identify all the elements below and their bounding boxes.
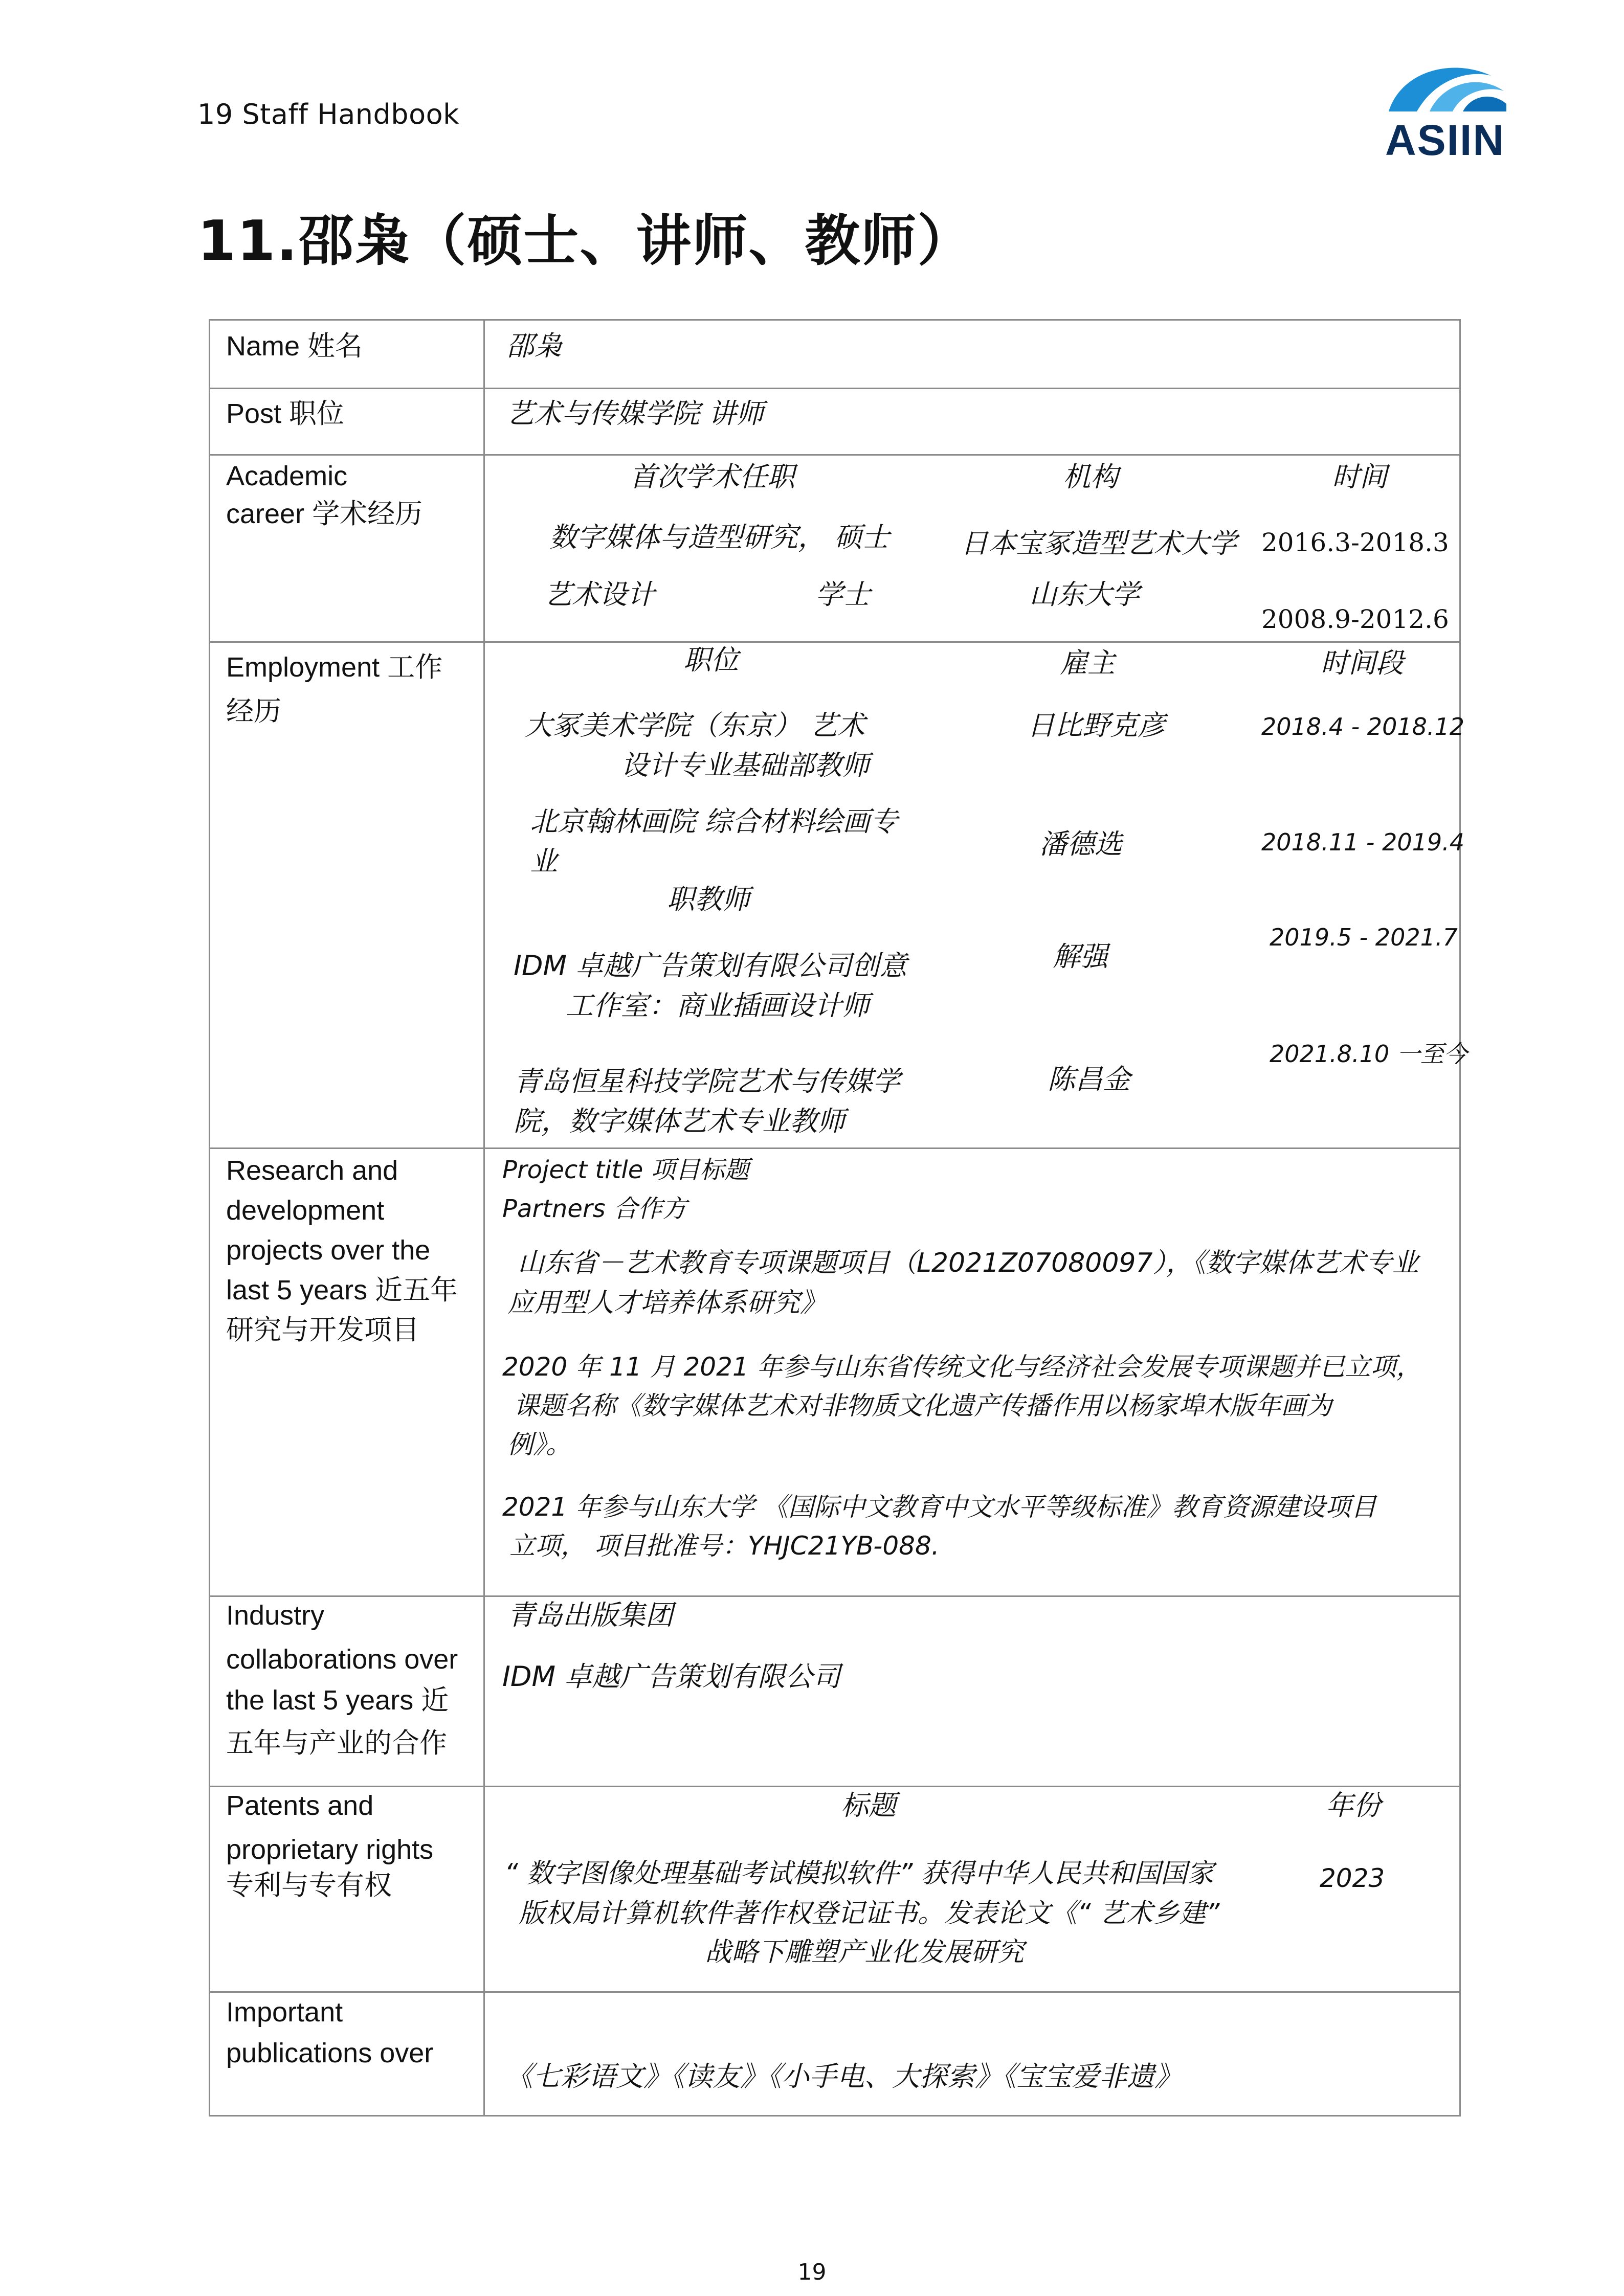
academic-col-time: 时间	[1332, 461, 1387, 493]
industry-label-line: Industry	[226, 1600, 325, 1631]
name-value: 邵枭	[506, 330, 562, 362]
employment-period: 2021.8.10 一至今	[1270, 1040, 1467, 1068]
research-label-line: Research and	[226, 1155, 398, 1186]
partners-label: Partners 合作方	[502, 1195, 687, 1223]
patent-year: 2023	[1320, 1863, 1385, 1893]
industry-label-line: collaborations over	[226, 1644, 458, 1675]
employment-col-employer: 雇主	[1060, 647, 1115, 679]
patents-col-title: 标题	[841, 1789, 896, 1821]
research-label-line: development	[226, 1195, 385, 1226]
header-title: 19 Staff Handbook	[197, 98, 459, 130]
employment-position-line: IDM 卓越广告策划有限公司创意	[514, 950, 907, 982]
academic-label-line1: Academic	[226, 461, 348, 491]
research-label-line: 研究与开发项目	[226, 1315, 419, 1345]
logo-wave-icon	[1381, 55, 1509, 122]
name-label: Name 姓名	[226, 331, 363, 362]
employment-position-line: 北京翰林画院 综合材料绘画专	[530, 805, 898, 838]
employment-label-line1: Employment 工作	[226, 652, 443, 683]
employment-period: 2018.11 - 2019.4	[1261, 828, 1465, 856]
page-number: 19	[797, 2259, 827, 2285]
academic-label-line2: career 学术经历	[226, 499, 423, 529]
staff-info-table	[209, 319, 1467, 2117]
employment-employer: 潘德选	[1039, 828, 1122, 860]
employment-position-line: 设计专业基础部教师	[621, 749, 870, 781]
research-label-line: projects over the	[226, 1235, 431, 1266]
post-value: 艺术与传媒学院 讲师	[506, 397, 764, 430]
patents-label-line: 专利与专有权	[226, 1870, 392, 1901]
research-item-line: 立项， 项目批准号：YHJC21YB-088.	[509, 1531, 940, 1561]
research-item-line: 例》。	[507, 1430, 571, 1459]
industry-item: IDM 卓越广告策划有限公司	[502, 1660, 841, 1693]
project-title-label: Project title 项目标题	[502, 1156, 749, 1184]
industry-label-line: the last 5 years 近	[226, 1685, 449, 1716]
employment-position-line: 院，数字媒体艺术专业教师	[514, 1105, 845, 1137]
industry-label-line: 五年与产业的合作	[226, 1728, 447, 1759]
patent-text-line: 版权局计算机软件著作权登记证书。发表论文《“ 艺术乡建”	[519, 1898, 1220, 1929]
patent-text-line: 战略下雕塑产业化发展研究	[705, 1937, 1025, 1968]
asiin-logo	[1381, 55, 1509, 164]
employment-position-line: 业	[530, 845, 558, 877]
academic-entry-degree: 学士	[815, 578, 871, 611]
employment-period: 2018.4 - 2018.12	[1261, 713, 1465, 740]
research-item-line: 山东省－艺术教育专项课题项目（L2021Z07080097），《数字媒体艺术专业	[518, 1248, 1419, 1278]
academic-entry-title: 数字媒体与造型研究， 硕士	[549, 521, 890, 553]
employment-period: 2019.5 - 2021.7	[1270, 924, 1458, 951]
academic-entry-time: 2016.3-2018.3	[1261, 528, 1449, 557]
post-label: Post 职位	[226, 398, 345, 429]
employment-position-line: 青岛恒星科技学院艺术与传媒学	[514, 1065, 900, 1097]
patents-col-year: 年份	[1326, 1789, 1381, 1821]
academic-entry-title: 艺术设计	[544, 578, 655, 611]
employment-employer: 解强	[1053, 940, 1108, 973]
employment-employer: 日比野克彦	[1027, 709, 1165, 741]
employment-col-position: 职位	[683, 644, 739, 676]
academic-col-institution: 机构	[1063, 461, 1118, 493]
logo-text: ASIIN	[1385, 116, 1505, 164]
research-label-line: last 5 years 近五年	[226, 1275, 458, 1305]
research-item-line: 应用型人才培养体系研究》	[507, 1288, 827, 1318]
academic-entry-institution: 山东大学	[1029, 578, 1140, 611]
patents-label-line: proprietary rights	[226, 1834, 434, 1865]
employment-position-line: 工作室：商业插画设计师	[566, 989, 870, 1022]
publications-label-line: Important	[226, 1997, 343, 2028]
employment-employer: 陈昌金	[1048, 1063, 1130, 1095]
employment-col-period: 时间段	[1321, 647, 1404, 679]
employment-position-line: 大冢美术学院（东京） 艺术	[525, 709, 865, 741]
patents-label-line: Patents and	[226, 1790, 374, 1821]
academic-col-title: 首次学术任职	[629, 461, 795, 493]
employment-label-line2: 经历	[226, 696, 281, 727]
publications-value: 《七彩语文》《读友》《小手电、大探索》《宝宝爱非遗》	[505, 2060, 1182, 2092]
page-title: 11.邵枭（硕士、讲师、教师）	[197, 209, 974, 273]
research-item-line: 2020 年 11 月 2021 年参与山东省传统文化与经济社会发展专项课题并已立项，	[502, 1352, 1422, 1382]
publications-label-line: publications over	[226, 2038, 434, 2068]
academic-entry-time: 2008.9-2012.6	[1261, 604, 1449, 634]
employment-position-line: 职教师	[667, 883, 750, 915]
patent-text-line: “ 数字图像处理基础考试模拟软件” 获得中华人民共和国国家	[504, 1858, 1214, 1889]
industry-item: 青岛出版集团	[507, 1599, 673, 1631]
research-item-line: 课题名称《数字媒体艺术对非物质文化遗产传播作用以杨家埠木版年画为	[514, 1391, 1332, 1421]
research-item-line: 2021 年参与山东大学 《国际中文教育中文水平等级标准》教育资源建设项目	[502, 1492, 1377, 1522]
academic-entry-institution: 日本宝冢造型艺术大学	[961, 527, 1237, 559]
